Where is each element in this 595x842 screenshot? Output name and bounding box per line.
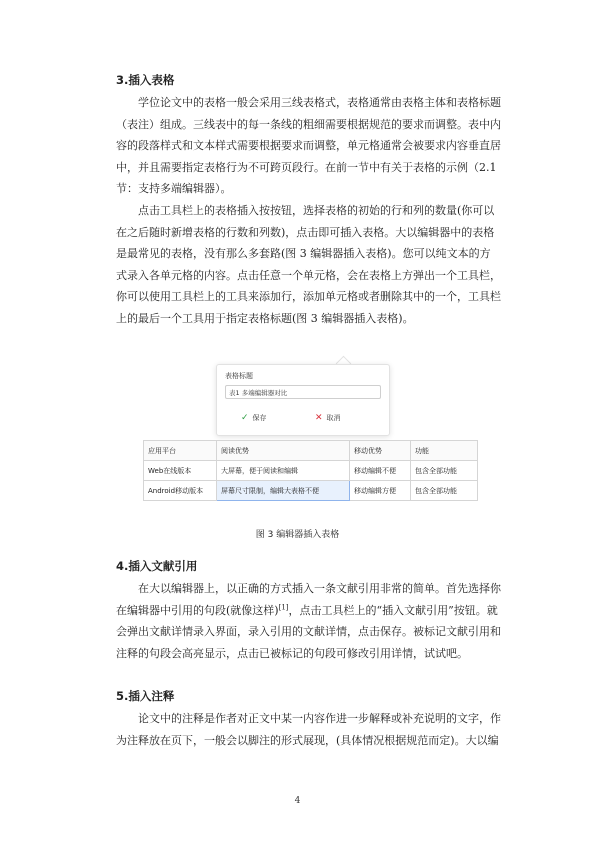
text-line: 是最常见的表格，没有那么多套路(图 3 编辑器插入表格)。您可以纯文本的方 xyxy=(116,247,491,260)
section-heading-insert-citation: 4.插入文献引用 xyxy=(116,559,198,573)
page-number: 4 xyxy=(294,796,301,806)
paragraph-table-usage xyxy=(116,200,506,329)
text-line: 注释的句段会高亮显示，点击已被标记的句段可修改引用详情，试试吧。 xyxy=(116,646,468,660)
text-line: 在大以编辑器上，以正确的方式插入一条文献引用非常的简单。首先选择你 xyxy=(138,582,501,595)
table-cell[interactable]: 移动编辑方便 xyxy=(350,481,411,501)
close-icon: ✕ xyxy=(315,413,323,423)
text-fragment: 在编辑器中引用的句段(就像这样) xyxy=(116,603,279,617)
table-row xyxy=(144,481,478,501)
save-button-label: 保存 xyxy=(252,414,267,422)
table-cell[interactable]: 大屏幕，便于阅读和编辑 xyxy=(217,461,350,481)
text-line: （表注）组成。三线表中的每一条线的粗细需要根据规范的要求而调整。表中内 xyxy=(116,117,501,131)
table-cell[interactable]: 包含全部功能 xyxy=(411,461,478,481)
table-title-input[interactable]: 表1 多端编辑器对比 xyxy=(225,385,381,399)
text-line: 节：支持多端编辑器）。 xyxy=(116,182,232,195)
table-cell[interactable]: Web在线版本 xyxy=(144,461,217,481)
paragraph-table-intro xyxy=(116,92,506,200)
table-header-cell[interactable]: 阅读优势 xyxy=(217,441,350,461)
text-line: 上的最后一个工具用于指定表格标题(图 3 编辑器插入表格)。 xyxy=(116,311,414,325)
table-cell-selected[interactable]: 屏幕尺寸限制，编辑大表格不便 xyxy=(217,481,350,501)
text-fragment: ，点击工具栏上的“插入文献引用”按钮。就 xyxy=(288,603,498,617)
text-line: 中，并且需要指定表格行为不可跨页段行。在前一节中有关于表格的示例（2.1 xyxy=(116,160,497,174)
table-cell[interactable]: Android移动版本 xyxy=(144,481,217,501)
figure-caption: 图 3 编辑器插入表格 xyxy=(255,530,340,540)
text-line xyxy=(116,600,506,622)
text-line: 论文中的注释是作者对正文中某一内容作进一步解释或补充说明的文字，作 xyxy=(138,712,501,725)
citation-marker[interactable]: [1] xyxy=(278,602,289,611)
cancel-button[interactable] xyxy=(315,413,341,423)
text-line: 点击工具栏上的表格插入按按钮，选择表格的初始的行和列的数量(你可以 xyxy=(138,204,495,217)
text-line: 容的段落样式和文本样式需要根据要求而调整，单元格通常会被要求内容垂直居 xyxy=(116,139,501,152)
cancel-button-label: 取消 xyxy=(326,414,341,422)
paragraph-citation xyxy=(116,578,506,664)
table-title-popup xyxy=(216,364,390,436)
table-cell[interactable]: 包含全部功能 xyxy=(411,481,478,501)
popup-label: 表格标题 xyxy=(225,372,253,380)
text-line: 式录入各单元格的内容。点击任意一个单元格，会在表格上方弹出一个工具栏， xyxy=(116,268,501,282)
text-line: 为注释放在页下，一般会以脚注的形式展现，(具体情况根据规范而定)。大以编 xyxy=(116,733,499,747)
text-line: 在之后随时新增表格的行数和列数)，点击即可插入表格。大以编辑器中的表格 xyxy=(116,225,495,239)
section-heading-insert-note: 5.插入注释 xyxy=(116,689,175,703)
table-row xyxy=(144,461,478,481)
text-line: 你可以使用工具栏上的工具来添加行，添加单元格或者删除其中的一个，工具栏 xyxy=(116,290,501,303)
table-header-cell[interactable]: 应用平台 xyxy=(144,441,217,461)
section-heading-insert-table: 3.插入表格 xyxy=(116,73,175,87)
table-header-row xyxy=(144,441,478,461)
check-icon: ✓ xyxy=(241,413,249,423)
text-line: 学位论文中的表格一般会采用三线表格式，表格通常由表格主体和表格标题 xyxy=(138,96,501,109)
table-cell[interactable]: 移动编辑不便 xyxy=(350,461,411,481)
text-line: 会弹出文献详情录入界面，录入引用的文献详情，点击保存。被标记文献引用和 xyxy=(116,625,501,638)
comparison-table xyxy=(143,440,478,501)
table-header-cell[interactable]: 移动优势 xyxy=(350,441,411,461)
save-button[interactable] xyxy=(241,413,267,423)
table-header-cell[interactable]: 功能 xyxy=(411,441,478,461)
paragraph-notes xyxy=(116,708,506,751)
